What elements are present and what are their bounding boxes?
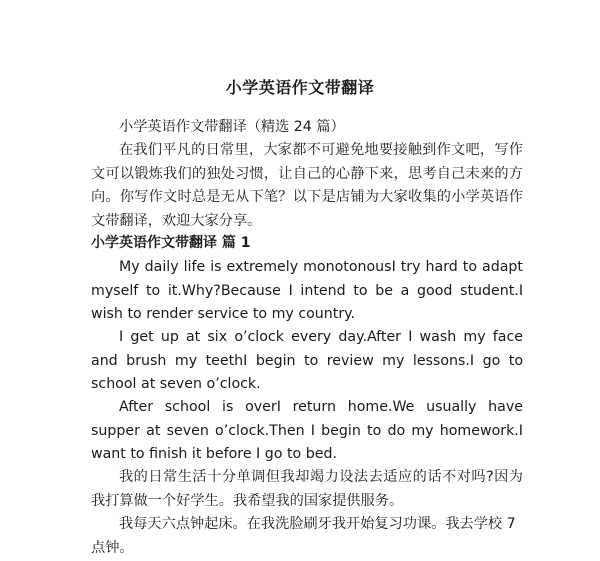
section-heading: 小学英语作文带翻译 篇 1 [91, 235, 251, 251]
paragraph-2: I get up at six o’clock every day.After I wash my face and brush my teethI begin to review my lessons.I go to school at seven o’clock. [91, 329, 523, 392]
document-subtitle: 小学英语作文带翻译（精选 24 篇） [119, 119, 345, 135]
document-title: 小学英语作文带翻译 [225, 78, 375, 97]
paragraph-4: 我的日常生活十分单调但我却竭力设法去适应的话不对吗?因为我打算做一个好学生。我希望我的国家提供服务。 [91, 469, 523, 509]
paragraph-5: 我每天六点钟起床。在我洗脸刷牙我开始复习功课。我去学校 7 [119, 516, 516, 532]
paragraph-1: My daily life is extremely monotonousI try hard to adapt myself to it.Why?Because I intend to be a good student.I wish to render service to my country. [91, 259, 523, 322]
intro-paragraph: 在我们平凡的日常里，大家都不可避免地要接触到作文吧，写作文可以锻炼我们的独处习惯，让自己的心静下来，思考自己未来的方向。你写作文时总是无从下笔？以下是店铺为大家收集的小学英语作文带翻译，欢迎大家分享。 [91, 142, 523, 229]
cutoff-line: 点钟。 [91, 540, 134, 556]
paragraph-3: After school is overI return home.We usually have supper at seven o’clock.Then I begin to do my homework.I want to finish it before I go to bed. [91, 399, 523, 462]
